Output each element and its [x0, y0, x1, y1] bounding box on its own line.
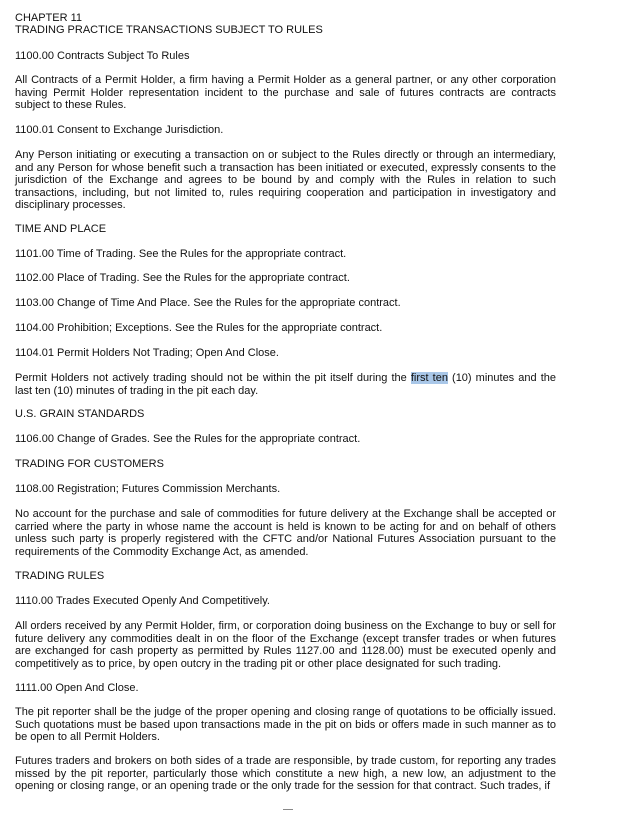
section-1100-00-heading: 1100.00 Contracts Subject To Rules — [15, 50, 190, 62]
body-text-before: Permit Holders not actively trading should not be within the pit itself during the — [15, 372, 411, 384]
section-1104-01-heading: 1104.01 Permit Holders Not Trading; Open And Close. — [15, 347, 279, 359]
heading-trading-rules: TRADING RULES — [15, 570, 105, 582]
section-1111-00-heading: 1111.00 Open And Close. — [15, 682, 139, 694]
section-1110-00-heading: 1110.00 Trades Executed Openly And Competitively. — [15, 595, 270, 607]
section-1100-00-body: All Contracts of a Permit Holder, a firm having a Permit Holder as a general partner, or any other corporation having Permit Holder representation incident to the purchase and sale of futures contracts are contracts subject to these Rules. — [15, 74, 556, 111]
section-1100-01-heading: 1100.01 Consent to Exchange Jurisdiction. — [15, 124, 224, 136]
section-1111-00-body-2: Futures traders and brokers on both sides of a trade are responsible, by trade custom, for reporting any trades missed by the pit reporter, particularly those which constitute a new high, a new low, an adjustment to the opening or closing range, or an opening trade or the only trade for the session for that contract. Such trades, if — [15, 755, 556, 792]
section-1100-01-body: Any Person initiating or executing a transaction on or subject to the Rules directly or through an intermediary, and any Person for whose benefit such a transaction has been initiated or executed, expressly consents to the jurisdiction of the Exchange and agrees to be bound by and comply with the Rules in relation to such transactions, including, but not limited to, rules requiring cooperation and participation in investigatory and disciplinary processes. — [15, 149, 556, 211]
section-1110-00-body: All orders received by any Permit Holder, firm, or corporation doing business on the Exchange to buy or sell for future delivery any commodities dealt in on the floor of the Exchange (except transfer trades or when futures are exchanged for cash property as permitted by Rules 1127.00 and 1128.00) must be executed openly and competitively as to price, by open outcry in the trading pit or other place designated for such trading. — [15, 620, 556, 670]
chapter-number: CHAPTER 11 — [15, 12, 83, 24]
heading-time-and-place: TIME AND PLACE — [15, 223, 107, 235]
chapter-title: TRADING PRACTICE TRANSACTIONS SUBJECT TO RULES — [15, 24, 323, 36]
section-1102-00: 1102.00 Place of Trading. See the Rules for the appropriate contract. — [15, 272, 350, 284]
page-number-fragment — [283, 809, 293, 812]
heading-trading-for-customers: TRADING FOR CUSTOMERS — [15, 458, 164, 470]
body-text-after: (10) minutes and the last ten (10) minutes of trading in the pit each day. — [15, 372, 556, 397]
section-1106-00: 1106.00 Change of Grades. See the Rules for the appropriate contract. — [15, 433, 361, 445]
highlighted-selection[interactable]: first ten — [410, 372, 448, 384]
section-1101-00: 1101.00 Time of Trading. See the Rules for the appropriate contract. — [15, 248, 347, 260]
heading-us-grain-standards: U.S. GRAIN STANDARDS — [15, 408, 145, 420]
section-1108-00-body: No account for the purchase and sale of commodities for future delivery at the Exchange shall be accepted or carried where the party in whose name the account is held is known to be acting for and on behalf of others unless such party is properly registered with the CFTC and/or National Futures Association pursuant to the requirements of the Commodity Exchange Act, as amended. — [15, 508, 556, 558]
section-1103-00: 1103.00 Change of Time And Place. See the Rules for the appropriate contract. — [15, 297, 401, 309]
section-1111-00-body-1: The pit reporter shall be the judge of the proper opening and closing range of quotations to be officially issued. Such quotations must be based upon transactions made in the pit on bids or offers made in such manner as to be open to all Permit Holders. — [15, 706, 556, 743]
section-1104-01-body — [15, 372, 556, 397]
section-1108-00-heading: 1108.00 Registration; Futures Commission Merchants. — [15, 483, 281, 495]
section-1104-00: 1104.00 Prohibition; Exceptions. See the Rules for the appropriate contract. — [15, 322, 383, 334]
